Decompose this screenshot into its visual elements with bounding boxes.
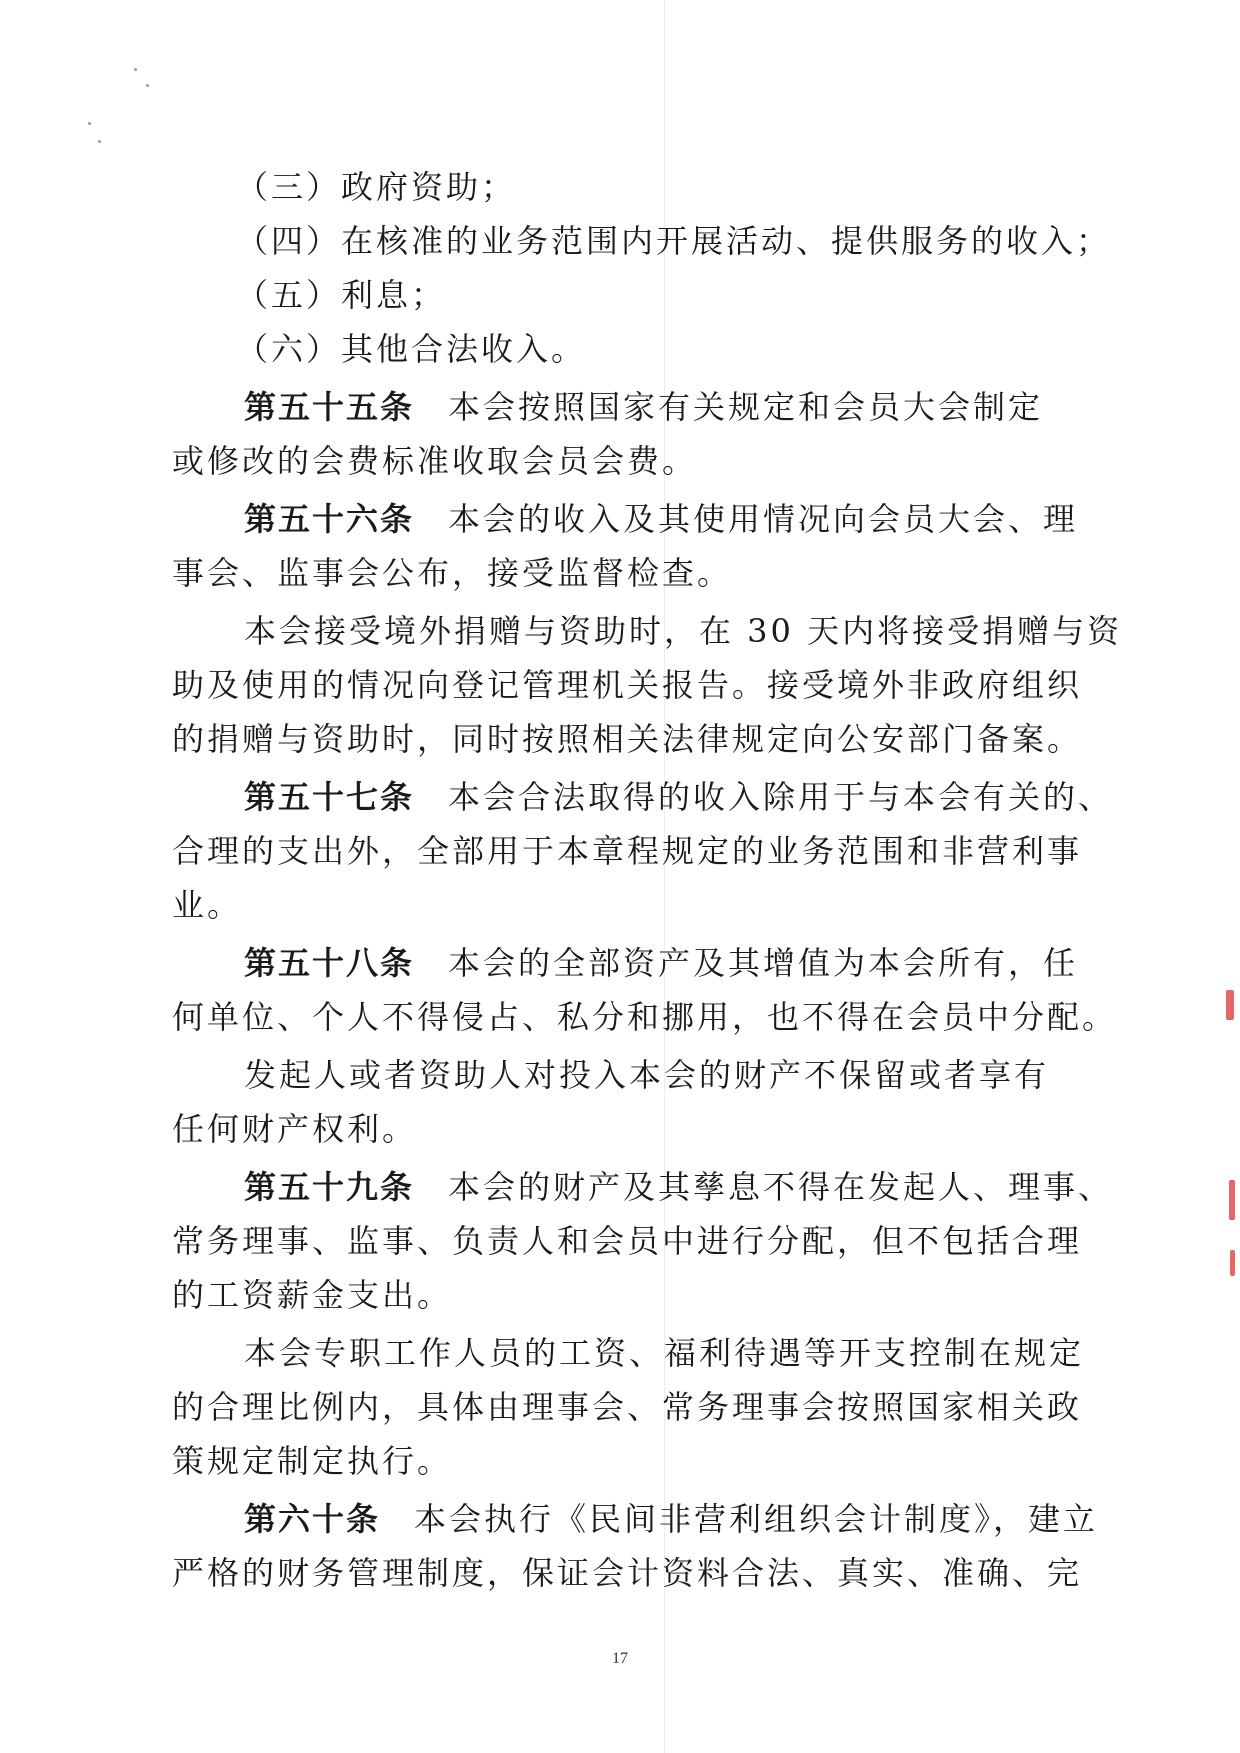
list-item: （四）在核准的业务范围内开展活动、提供服务的收入； [236,222,1112,260]
document-body [172,160,1123,1600]
article-text: 常务理事、监事、负责人和会员中进行分配，但不包括合理 [172,1222,1083,1260]
scan-speck [146,84,149,87]
article-title: 第五十八条 [244,944,415,982]
article-text: 的捐赠与资助时，同时按照相关法律规定向公安部门备案。 [172,720,1083,758]
article-text: 的工资薪金支出。 [172,1276,453,1314]
article-55 [172,380,1052,434]
scan-speck [134,68,137,71]
article-57 [172,770,1114,824]
article-text: 本会接受境外捐赠与资助时，在 30 天内将接受捐赠与资 [244,612,1123,650]
seal-edge-mark [1226,990,1234,1020]
article-title: 第五十七条 [244,778,415,816]
article-text: 本会执行《民间非营利组织会计制度》，建立 [414,1500,1099,1538]
page-number: 17 [612,1650,628,1667]
scan-speck [98,140,101,143]
article-text: 业。 [172,886,243,924]
article-59 [172,1160,1114,1214]
article-text: 的合理比例内，具体由理事会、常务理事会按照国家相关政 [172,1388,1083,1426]
article-text: 或修改的会费标准收取会员会费。 [172,442,698,480]
list-item: （三）政府资助； [236,168,517,206]
article-text: 事会、监事会公布，接受监督检查。 [172,554,733,592]
article-text: 任何财产权利。 [172,1110,418,1148]
article-text: 本会按照国家有关规定和会员大会制定 [448,388,1044,426]
article-text: 助及使用的情况向登记管理机关报告。接受境外非政府组织 [172,666,1083,704]
article-text: 本会的收入及其使用情况向会员大会、理 [448,500,1079,538]
article-text: 本会专职工作人员的工资、福利待遇等开支控制在规定 [244,1334,1085,1372]
article-60 [172,1492,1099,1546]
article-58 [172,936,1079,990]
list-item: （六）其他合法收入。 [236,330,587,368]
scan-speck [88,122,91,125]
article-text: 何单位、个人不得侵占、私分和挪用，也不得在会员中分配。 [172,998,1118,1036]
article-text: 严格的财务管理制度，保证会计资料合法、真实、准确、完 [172,1554,1083,1592]
article-text: 本会的财产及其孳息不得在发起人、理事、 [448,1168,1114,1206]
seal-edge-mark [1230,1250,1235,1276]
article-text: 本会的全部资产及其增值为本会所有，任 [448,944,1079,982]
article-title: 第五十九条 [244,1168,415,1206]
article-text: 本会合法取得的收入除用于与本会有关的、 [448,778,1114,816]
article-56 [172,492,1079,546]
article-text: 策规定制定执行。 [172,1442,453,1480]
article-title: 第六十条 [244,1500,381,1538]
list-item: （五）利息； [236,276,447,314]
seal-edge-mark [1229,1180,1235,1220]
article-text: 合理的支出外，全部用于本章程规定的业务范围和非营利事 [172,832,1083,870]
article-text: 发起人或者资助人对投入本会的财产不保留或者享有 [244,1056,1050,1094]
article-title: 第五十五条 [244,388,415,426]
article-title: 第五十六条 [244,500,415,538]
